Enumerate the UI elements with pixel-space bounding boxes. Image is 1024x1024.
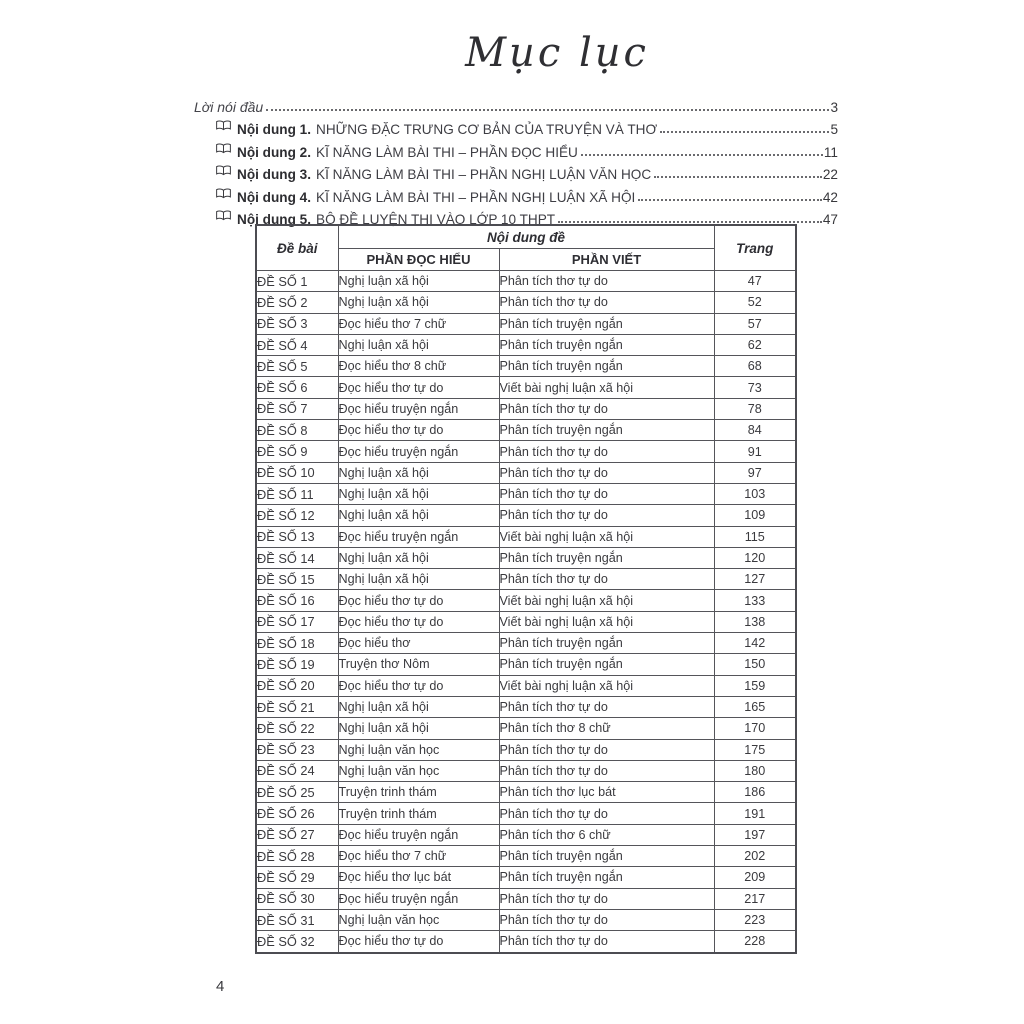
toc-entry-title: KĨ NĂNG LÀM BÀI THI – PHẦN NGHỊ LUẬN VĂN HỌC bbox=[316, 167, 652, 182]
table-row bbox=[256, 483, 796, 504]
cell-de-bai: ĐỀ SỐ 30 bbox=[256, 888, 338, 909]
cell-trang: 209 bbox=[714, 867, 796, 888]
cell-de-bai: ĐỀ SỐ 22 bbox=[256, 718, 338, 739]
toc-entry-page: 42 bbox=[822, 189, 838, 205]
cell-de-bai: ĐỀ SỐ 25 bbox=[256, 782, 338, 803]
header-de-bai: Đề bài bbox=[256, 225, 338, 271]
table-row bbox=[256, 398, 796, 419]
cell-viet: Phân tích thơ tự do bbox=[499, 760, 714, 781]
exam-index-table bbox=[255, 224, 797, 954]
cell-doc-hieu: Nghị luận văn học bbox=[338, 760, 499, 781]
cell-viet: Phân tích truyện ngắn bbox=[499, 313, 714, 334]
cell-doc-hieu: Nghị luận xã hội bbox=[338, 483, 499, 504]
cell-trang: 120 bbox=[714, 547, 796, 568]
cell-viet: Phân tích truyện ngắn bbox=[499, 846, 714, 867]
cell-trang: 78 bbox=[714, 398, 796, 419]
cell-doc-hieu: Truyện trinh thám bbox=[338, 803, 499, 824]
cell-trang: 84 bbox=[714, 420, 796, 441]
cell-de-bai: ĐỀ SỐ 29 bbox=[256, 867, 338, 888]
toc-entry bbox=[194, 115, 838, 138]
cell-doc-hieu: Nghị luận xã hội bbox=[338, 271, 499, 292]
table-row bbox=[256, 611, 796, 632]
cell-doc-hieu: Đọc hiểu thơ tự do bbox=[338, 377, 499, 398]
cell-viet: Phân tích thơ tự do bbox=[499, 909, 714, 930]
header-phan-doc-hieu: PHẦN ĐỌC HIỂU bbox=[338, 249, 499, 271]
cell-trang: 103 bbox=[714, 483, 796, 504]
table-row bbox=[256, 782, 796, 803]
cell-viet: Phân tích thơ tự do bbox=[499, 888, 714, 909]
cell-de-bai: ĐỀ SỐ 17 bbox=[256, 611, 338, 632]
toc-entry-page: 3 bbox=[830, 99, 838, 115]
cell-viet: Phân tích thơ tự do bbox=[499, 739, 714, 760]
open-book-icon bbox=[216, 164, 231, 179]
cell-viet: Viết bài nghị luận xã hội bbox=[499, 590, 714, 611]
table-row bbox=[256, 462, 796, 483]
cell-de-bai: ĐỀ SỐ 24 bbox=[256, 760, 338, 781]
table-row bbox=[256, 420, 796, 441]
table-row bbox=[256, 569, 796, 590]
cell-viet: Phân tích thơ tự do bbox=[499, 398, 714, 419]
cell-trang: 47 bbox=[714, 271, 796, 292]
cell-trang: 191 bbox=[714, 803, 796, 824]
cell-trang: 175 bbox=[714, 739, 796, 760]
cell-viet: Phân tích truyện ngắn bbox=[499, 356, 714, 377]
cell-de-bai: ĐỀ SỐ 14 bbox=[256, 547, 338, 568]
toc-entry-title: BỘ ĐỀ LUYỆN THI VÀO LỚP 10 THPT bbox=[316, 212, 556, 227]
toc-items bbox=[194, 115, 838, 228]
cell-de-bai: ĐỀ SỐ 26 bbox=[256, 803, 338, 824]
toc-entry-page: 47 bbox=[822, 212, 838, 227]
cell-viet: Phân tích thơ tự do bbox=[499, 931, 714, 953]
cell-viet: Phân tích thơ 6 chữ bbox=[499, 824, 714, 845]
table-row bbox=[256, 377, 796, 398]
dot-leader bbox=[558, 221, 822, 223]
cell-doc-hieu: Đọc hiểu thơ tự do bbox=[338, 420, 499, 441]
toc-entry-title: KĨ NĂNG LÀM BÀI THI – PHẦN NGHỊ LUẬN XÃ HỘI bbox=[316, 189, 636, 205]
table-row bbox=[256, 633, 796, 654]
dot-leader bbox=[266, 109, 829, 111]
table-row bbox=[256, 931, 796, 953]
cell-trang: 202 bbox=[714, 846, 796, 867]
page-number: 4 bbox=[216, 978, 225, 995]
cell-de-bai: ĐỀ SỐ 10 bbox=[256, 462, 338, 483]
open-book-icon bbox=[216, 187, 231, 202]
cell-de-bai: ĐỀ SỐ 11 bbox=[256, 483, 338, 504]
cell-doc-hieu: Nghị luận xã hội bbox=[338, 462, 499, 483]
cell-trang: 223 bbox=[714, 909, 796, 930]
cell-viet: Phân tích truyện ngắn bbox=[499, 867, 714, 888]
cell-doc-hieu: Đọc hiểu thơ tự do bbox=[338, 611, 499, 632]
cell-viet: Phân tích truyện ngắn bbox=[499, 334, 714, 355]
toc-entry-number: Nội dung 5. bbox=[237, 212, 312, 227]
cell-doc-hieu: Nghị luận xã hội bbox=[338, 505, 499, 526]
toc-entry-title: KĨ NĂNG LÀM BÀI THI – PHẦN ĐỌC HIỂU bbox=[316, 144, 578, 160]
cell-viet: Viết bài nghị luận xã hội bbox=[499, 611, 714, 632]
toc-entry-number: Nội dung 3. bbox=[237, 167, 312, 182]
toc-entry-page: 5 bbox=[830, 122, 838, 137]
cell-viet: Phân tích thơ tự do bbox=[499, 441, 714, 462]
cell-viet: Viết bài nghị luận xã hội bbox=[499, 377, 714, 398]
cell-viet: Phân tích thơ lục bát bbox=[499, 782, 714, 803]
table-row bbox=[256, 824, 796, 845]
header-phan-viet: PHẦN VIẾT bbox=[499, 249, 714, 271]
table-row bbox=[256, 313, 796, 334]
cell-doc-hieu: Đọc hiểu thơ 7 chữ bbox=[338, 846, 499, 867]
cell-de-bai: ĐỀ SỐ 28 bbox=[256, 846, 338, 867]
cell-viet: Phân tích thơ tự do bbox=[499, 569, 714, 590]
table-row bbox=[256, 867, 796, 888]
table-row bbox=[256, 441, 796, 462]
header-trang: Trang bbox=[714, 225, 796, 271]
table-body bbox=[256, 271, 796, 953]
table-row bbox=[256, 356, 796, 377]
cell-trang: 186 bbox=[714, 782, 796, 803]
table-row bbox=[256, 590, 796, 611]
cell-viet: Viết bài nghị luận xã hội bbox=[499, 675, 714, 696]
cell-trang: 133 bbox=[714, 590, 796, 611]
toc-entry-page: 11 bbox=[823, 144, 838, 160]
cell-de-bai: ĐỀ SỐ 2 bbox=[256, 292, 338, 313]
table-row bbox=[256, 292, 796, 313]
cell-viet: Phân tích thơ tự do bbox=[499, 803, 714, 824]
table-row bbox=[256, 803, 796, 824]
cell-trang: 109 bbox=[714, 505, 796, 526]
table-row bbox=[256, 334, 796, 355]
cell-trang: 150 bbox=[714, 654, 796, 675]
cell-de-bai: ĐỀ SỐ 20 bbox=[256, 675, 338, 696]
open-book-icon bbox=[216, 209, 231, 224]
cell-de-bai: ĐỀ SỐ 32 bbox=[256, 931, 338, 953]
cell-de-bai: ĐỀ SỐ 21 bbox=[256, 696, 338, 717]
cell-de-bai: ĐỀ SỐ 5 bbox=[256, 356, 338, 377]
table-row bbox=[256, 526, 796, 547]
toc-entry bbox=[194, 160, 838, 183]
cell-de-bai: ĐỀ SỐ 31 bbox=[256, 909, 338, 930]
cell-doc-hieu: Nghị luận xã hội bbox=[338, 696, 499, 717]
toc-entry-number: Nội dung 1. bbox=[237, 122, 312, 137]
table-row bbox=[256, 846, 796, 867]
cell-viet: Phân tích thơ tự do bbox=[499, 292, 714, 313]
cell-viet: Phân tích truyện ngắn bbox=[499, 633, 714, 654]
table-row bbox=[256, 739, 796, 760]
cell-viet: Phân tích truyện ngắn bbox=[499, 654, 714, 675]
cell-trang: 97 bbox=[714, 462, 796, 483]
page-title: Mục lục bbox=[465, 30, 649, 76]
toc-entry-number: Nội dung 2. bbox=[237, 144, 312, 160]
cell-viet: Phân tích thơ tự do bbox=[499, 271, 714, 292]
cell-trang: 68 bbox=[714, 356, 796, 377]
cell-trang: 197 bbox=[714, 824, 796, 845]
table-row bbox=[256, 505, 796, 526]
cell-doc-hieu: Đọc hiểu thơ tự do bbox=[338, 590, 499, 611]
cell-trang: 142 bbox=[714, 633, 796, 654]
dot-leader bbox=[660, 131, 829, 133]
table-row bbox=[256, 888, 796, 909]
cell-doc-hieu: Đọc hiểu thơ tự do bbox=[338, 931, 499, 953]
table-row bbox=[256, 654, 796, 675]
cell-trang: 217 bbox=[714, 888, 796, 909]
cell-de-bai: ĐỀ SỐ 27 bbox=[256, 824, 338, 845]
toc-entry bbox=[194, 182, 838, 205]
cell-trang: 73 bbox=[714, 377, 796, 398]
cell-doc-hieu: Nghị luận xã hội bbox=[338, 569, 499, 590]
cell-doc-hieu: Đọc hiểu thơ bbox=[338, 633, 499, 654]
cell-trang: 62 bbox=[714, 334, 796, 355]
cell-trang: 159 bbox=[714, 675, 796, 696]
table-header bbox=[256, 225, 796, 271]
cell-doc-hieu: Nghị luận văn học bbox=[338, 909, 499, 930]
dot-leader bbox=[638, 199, 822, 201]
cell-doc-hieu: Nghị luận xã hội bbox=[338, 718, 499, 739]
cell-de-bai: ĐỀ SỐ 1 bbox=[256, 271, 338, 292]
cell-doc-hieu: Đọc hiểu thơ lục bát bbox=[338, 867, 499, 888]
cell-viet: Phân tích thơ tự do bbox=[499, 462, 714, 483]
toc-entry-page: 22 bbox=[822, 167, 838, 182]
cell-doc-hieu: Đọc hiểu thơ tự do bbox=[338, 675, 499, 696]
table-row bbox=[256, 271, 796, 292]
cell-de-bai: ĐỀ SỐ 9 bbox=[256, 441, 338, 462]
cell-doc-hieu: Nghị luận văn học bbox=[338, 739, 499, 760]
cell-de-bai: ĐỀ SỐ 18 bbox=[256, 633, 338, 654]
open-book-icon bbox=[216, 142, 231, 157]
cell-viet: Phân tích truyện ngắn bbox=[499, 547, 714, 568]
cell-de-bai: ĐỀ SỐ 3 bbox=[256, 313, 338, 334]
open-book-icon bbox=[216, 119, 231, 134]
cell-de-bai: ĐỀ SỐ 19 bbox=[256, 654, 338, 675]
dot-leader bbox=[581, 154, 823, 156]
cell-de-bai: ĐỀ SỐ 13 bbox=[256, 526, 338, 547]
cell-viet: Phân tích thơ tự do bbox=[499, 483, 714, 504]
cell-doc-hieu: Nghị luận xã hội bbox=[338, 547, 499, 568]
cell-viet: Phân tích truyện ngắn bbox=[499, 420, 714, 441]
dot-leader bbox=[654, 176, 822, 178]
header-noi-dung-de: Nội dung đề bbox=[338, 225, 714, 249]
table-of-contents bbox=[194, 92, 838, 227]
cell-trang: 127 bbox=[714, 569, 796, 590]
table-row bbox=[256, 718, 796, 739]
toc-entry-label: Lời nói đầu bbox=[194, 98, 264, 115]
cell-doc-hieu: Truyện trinh thám bbox=[338, 782, 499, 803]
cell-viet: Phân tích thơ 8 chữ bbox=[499, 718, 714, 739]
cell-de-bai: ĐỀ SỐ 4 bbox=[256, 334, 338, 355]
cell-de-bai: ĐỀ SỐ 12 bbox=[256, 505, 338, 526]
cell-de-bai: ĐỀ SỐ 6 bbox=[256, 377, 338, 398]
cell-doc-hieu: Đọc hiểu truyện ngắn bbox=[338, 888, 499, 909]
cell-de-bai: ĐỀ SỐ 23 bbox=[256, 739, 338, 760]
cell-trang: 228 bbox=[714, 931, 796, 953]
table-row bbox=[256, 696, 796, 717]
cell-de-bai: ĐỀ SỐ 8 bbox=[256, 420, 338, 441]
table-row bbox=[256, 909, 796, 930]
cell-doc-hieu: Đọc hiểu thơ 7 chữ bbox=[338, 313, 499, 334]
table-row bbox=[256, 547, 796, 568]
cell-de-bai: ĐỀ SỐ 15 bbox=[256, 569, 338, 590]
cell-doc-hieu: Nghị luận xã hội bbox=[338, 292, 499, 313]
cell-trang: 57 bbox=[714, 313, 796, 334]
cell-de-bai: ĐỀ SỐ 16 bbox=[256, 590, 338, 611]
toc-entry-number: Nội dung 4. bbox=[237, 189, 312, 205]
toc-entry-title: NHỮNG ĐẶC TRƯNG CƠ BẢN CỦA TRUYỆN VÀ THƠ bbox=[316, 122, 658, 137]
table-row bbox=[256, 675, 796, 696]
cell-doc-hieu: Đọc hiểu truyện ngắn bbox=[338, 398, 499, 419]
cell-trang: 138 bbox=[714, 611, 796, 632]
cell-trang: 165 bbox=[714, 696, 796, 717]
cell-viet: Viết bài nghị luận xã hội bbox=[499, 526, 714, 547]
cell-trang: 91 bbox=[714, 441, 796, 462]
cell-trang: 170 bbox=[714, 718, 796, 739]
cell-trang: 115 bbox=[714, 526, 796, 547]
cell-de-bai: ĐỀ SỐ 7 bbox=[256, 398, 338, 419]
cell-doc-hieu: Đọc hiểu thơ 8 chữ bbox=[338, 356, 499, 377]
cell-doc-hieu: Đọc hiểu truyện ngắn bbox=[338, 441, 499, 462]
table-row bbox=[256, 760, 796, 781]
toc-entry bbox=[194, 137, 838, 160]
cell-doc-hieu: Nghị luận xã hội bbox=[338, 334, 499, 355]
cell-doc-hieu: Đọc hiểu truyện ngắn bbox=[338, 824, 499, 845]
cell-doc-hieu: Đọc hiểu truyện ngắn bbox=[338, 526, 499, 547]
cell-trang: 180 bbox=[714, 760, 796, 781]
cell-viet: Phân tích thơ tự do bbox=[499, 505, 714, 526]
cell-doc-hieu: Truyện thơ Nôm bbox=[338, 654, 499, 675]
cell-viet: Phân tích thơ tự do bbox=[499, 696, 714, 717]
toc-entry-preface bbox=[194, 92, 838, 115]
cell-trang: 52 bbox=[714, 292, 796, 313]
